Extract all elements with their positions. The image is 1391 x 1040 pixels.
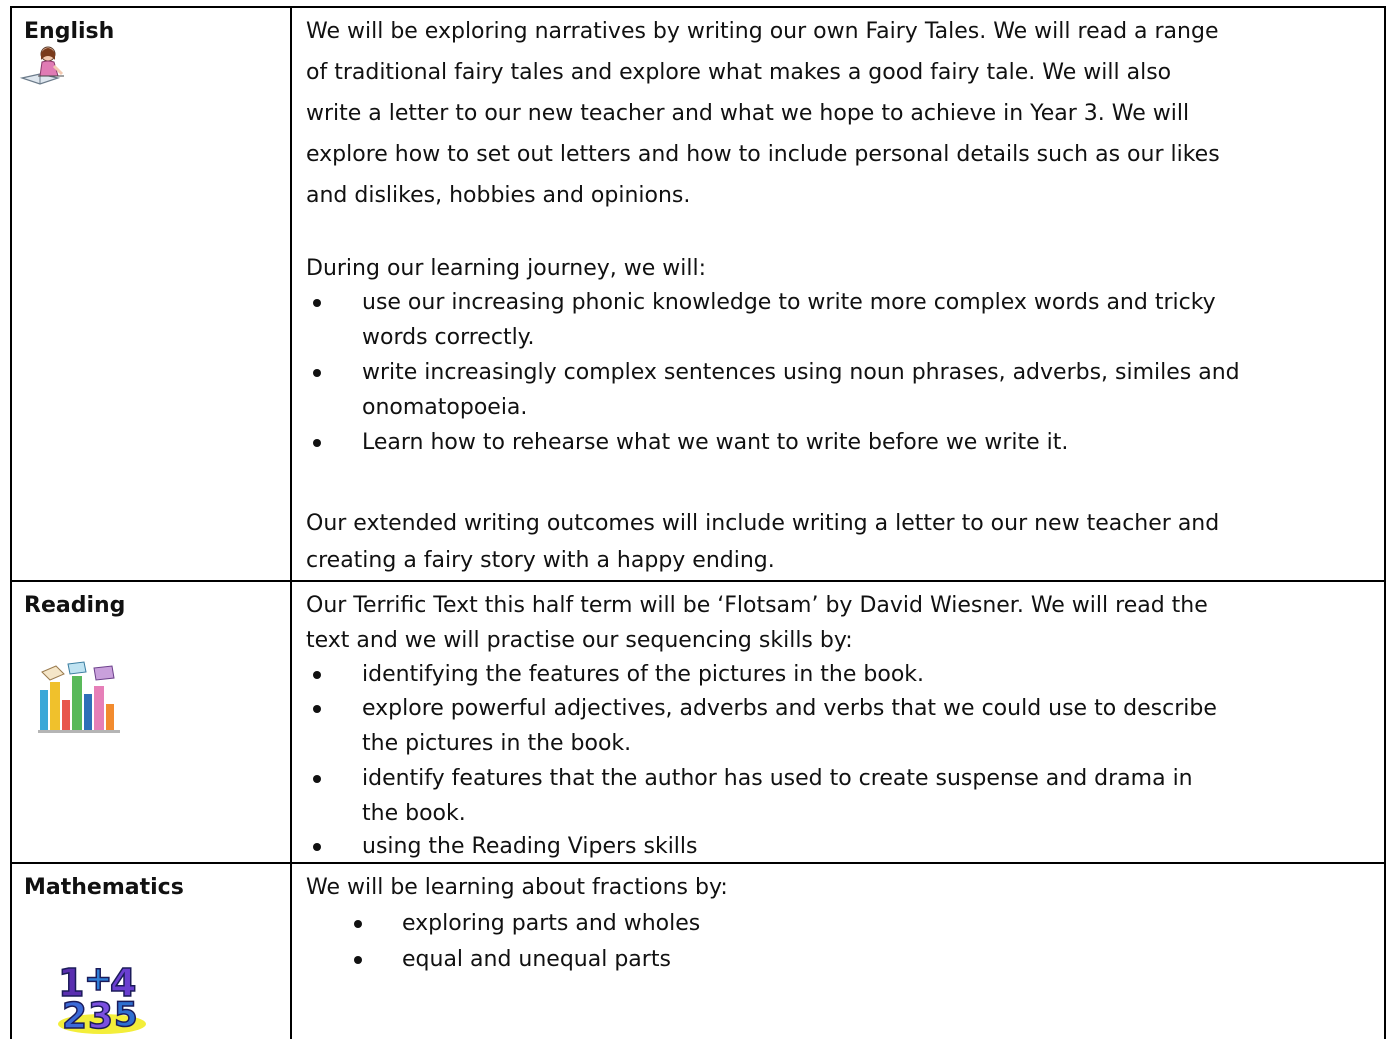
girl-reading-icon <box>18 44 70 92</box>
svg-text:1: 1 <box>58 961 85 1005</box>
bullet-marker <box>313 671 321 679</box>
svg-text:4: 4 <box>110 961 137 1005</box>
english-line-1: We will be exploring narratives by writing our own Fairy Tales. We will read a range <box>306 19 1219 44</box>
bullet-marker <box>313 439 321 447</box>
row-divider-english-reading <box>10 580 1386 582</box>
svg-text:2: 2 <box>62 996 88 1036</box>
bullet-marker <box>354 920 362 928</box>
svg-text:5: 5 <box>114 995 138 1035</box>
bullet-marker <box>354 956 362 964</box>
english-line-5: and dislikes, hobbies and opinions. <box>306 183 691 208</box>
reading-intro-line-1: Our Terrific Text this half term will be ‘Flotsam’ by David Wiesner. We will read the <box>306 593 1208 618</box>
bullet-marker <box>313 369 321 377</box>
reading-bullet-2-line-1: explore powerful adjectives, adverbs and verbs that we could use to describe <box>362 696 1217 721</box>
english-bullet-3-line-1: Learn how to rehearse what we want to write before we write it. <box>362 430 1069 455</box>
reading-bullet-3-line-1: identify features that the author has used to create suspense and drama in <box>362 766 1193 791</box>
bullet-marker <box>313 843 321 851</box>
reading-bullet-2-line-2: the pictures in the book. <box>362 731 632 756</box>
numbers-icon <box>48 956 154 1040</box>
english-outcome-line-1: Our extended writing outcomes will include writing a letter to our new teacher and <box>306 511 1220 536</box>
english-line-4: explore how to set out letters and how to include personal details such as our likes <box>306 142 1220 167</box>
bullet-marker <box>313 299 321 307</box>
svg-text:3: 3 <box>88 996 114 1036</box>
english-bullet-2-line-2: onomatopoeia. <box>362 395 528 420</box>
maths-bullet-2: equal and unequal parts <box>402 947 671 972</box>
english-outcome-line-2: creating a fairy story with a happy ending. <box>306 548 775 573</box>
table-border-right <box>1384 6 1386 1039</box>
maths-intro: We will be learning about fractions by: <box>306 875 728 900</box>
english-bullet-1-line-2: words correctly. <box>362 325 535 350</box>
maths-bullet-1: exploring parts and wholes <box>402 911 701 936</box>
table-column-divider <box>290 6 292 1039</box>
subject-english: English <box>24 19 115 44</box>
reading-bullet-4-line-1: using the Reading Vipers skills <box>362 834 698 859</box>
english-bullet-2-line-1: write increasingly complex sentences using noun phrases, adverbs, similes and <box>362 360 1240 385</box>
reading-bullet-3-line-2: the book. <box>362 801 466 826</box>
table-border-left <box>10 6 12 1039</box>
reading-bullet-1-line-1: identifying the features of the pictures in the book. <box>362 662 925 687</box>
subject-reading: Reading <box>24 593 126 618</box>
reading-intro-line-2: text and we will practise our sequencing skills by: <box>306 628 853 653</box>
row-divider-reading-maths <box>10 862 1386 864</box>
bullet-marker <box>313 775 321 783</box>
english-intro: During our learning journey, we will: <box>306 256 707 281</box>
bullet-marker <box>313 705 321 713</box>
english-bullet-1-line-1: use our increasing phonic knowledge to write more complex words and tricky <box>362 290 1216 315</box>
english-line-2: of traditional fairy tales and explore what makes a good fairy tale. We will also <box>306 60 1172 85</box>
subject-mathematics: Mathematics <box>24 875 184 900</box>
svg-text:+: + <box>84 959 113 999</box>
english-line-3: write a letter to our new teacher and what we hope to achieve in Year 3. We will <box>306 101 1190 126</box>
books-icon <box>34 660 126 740</box>
table-border-top <box>10 6 1386 8</box>
